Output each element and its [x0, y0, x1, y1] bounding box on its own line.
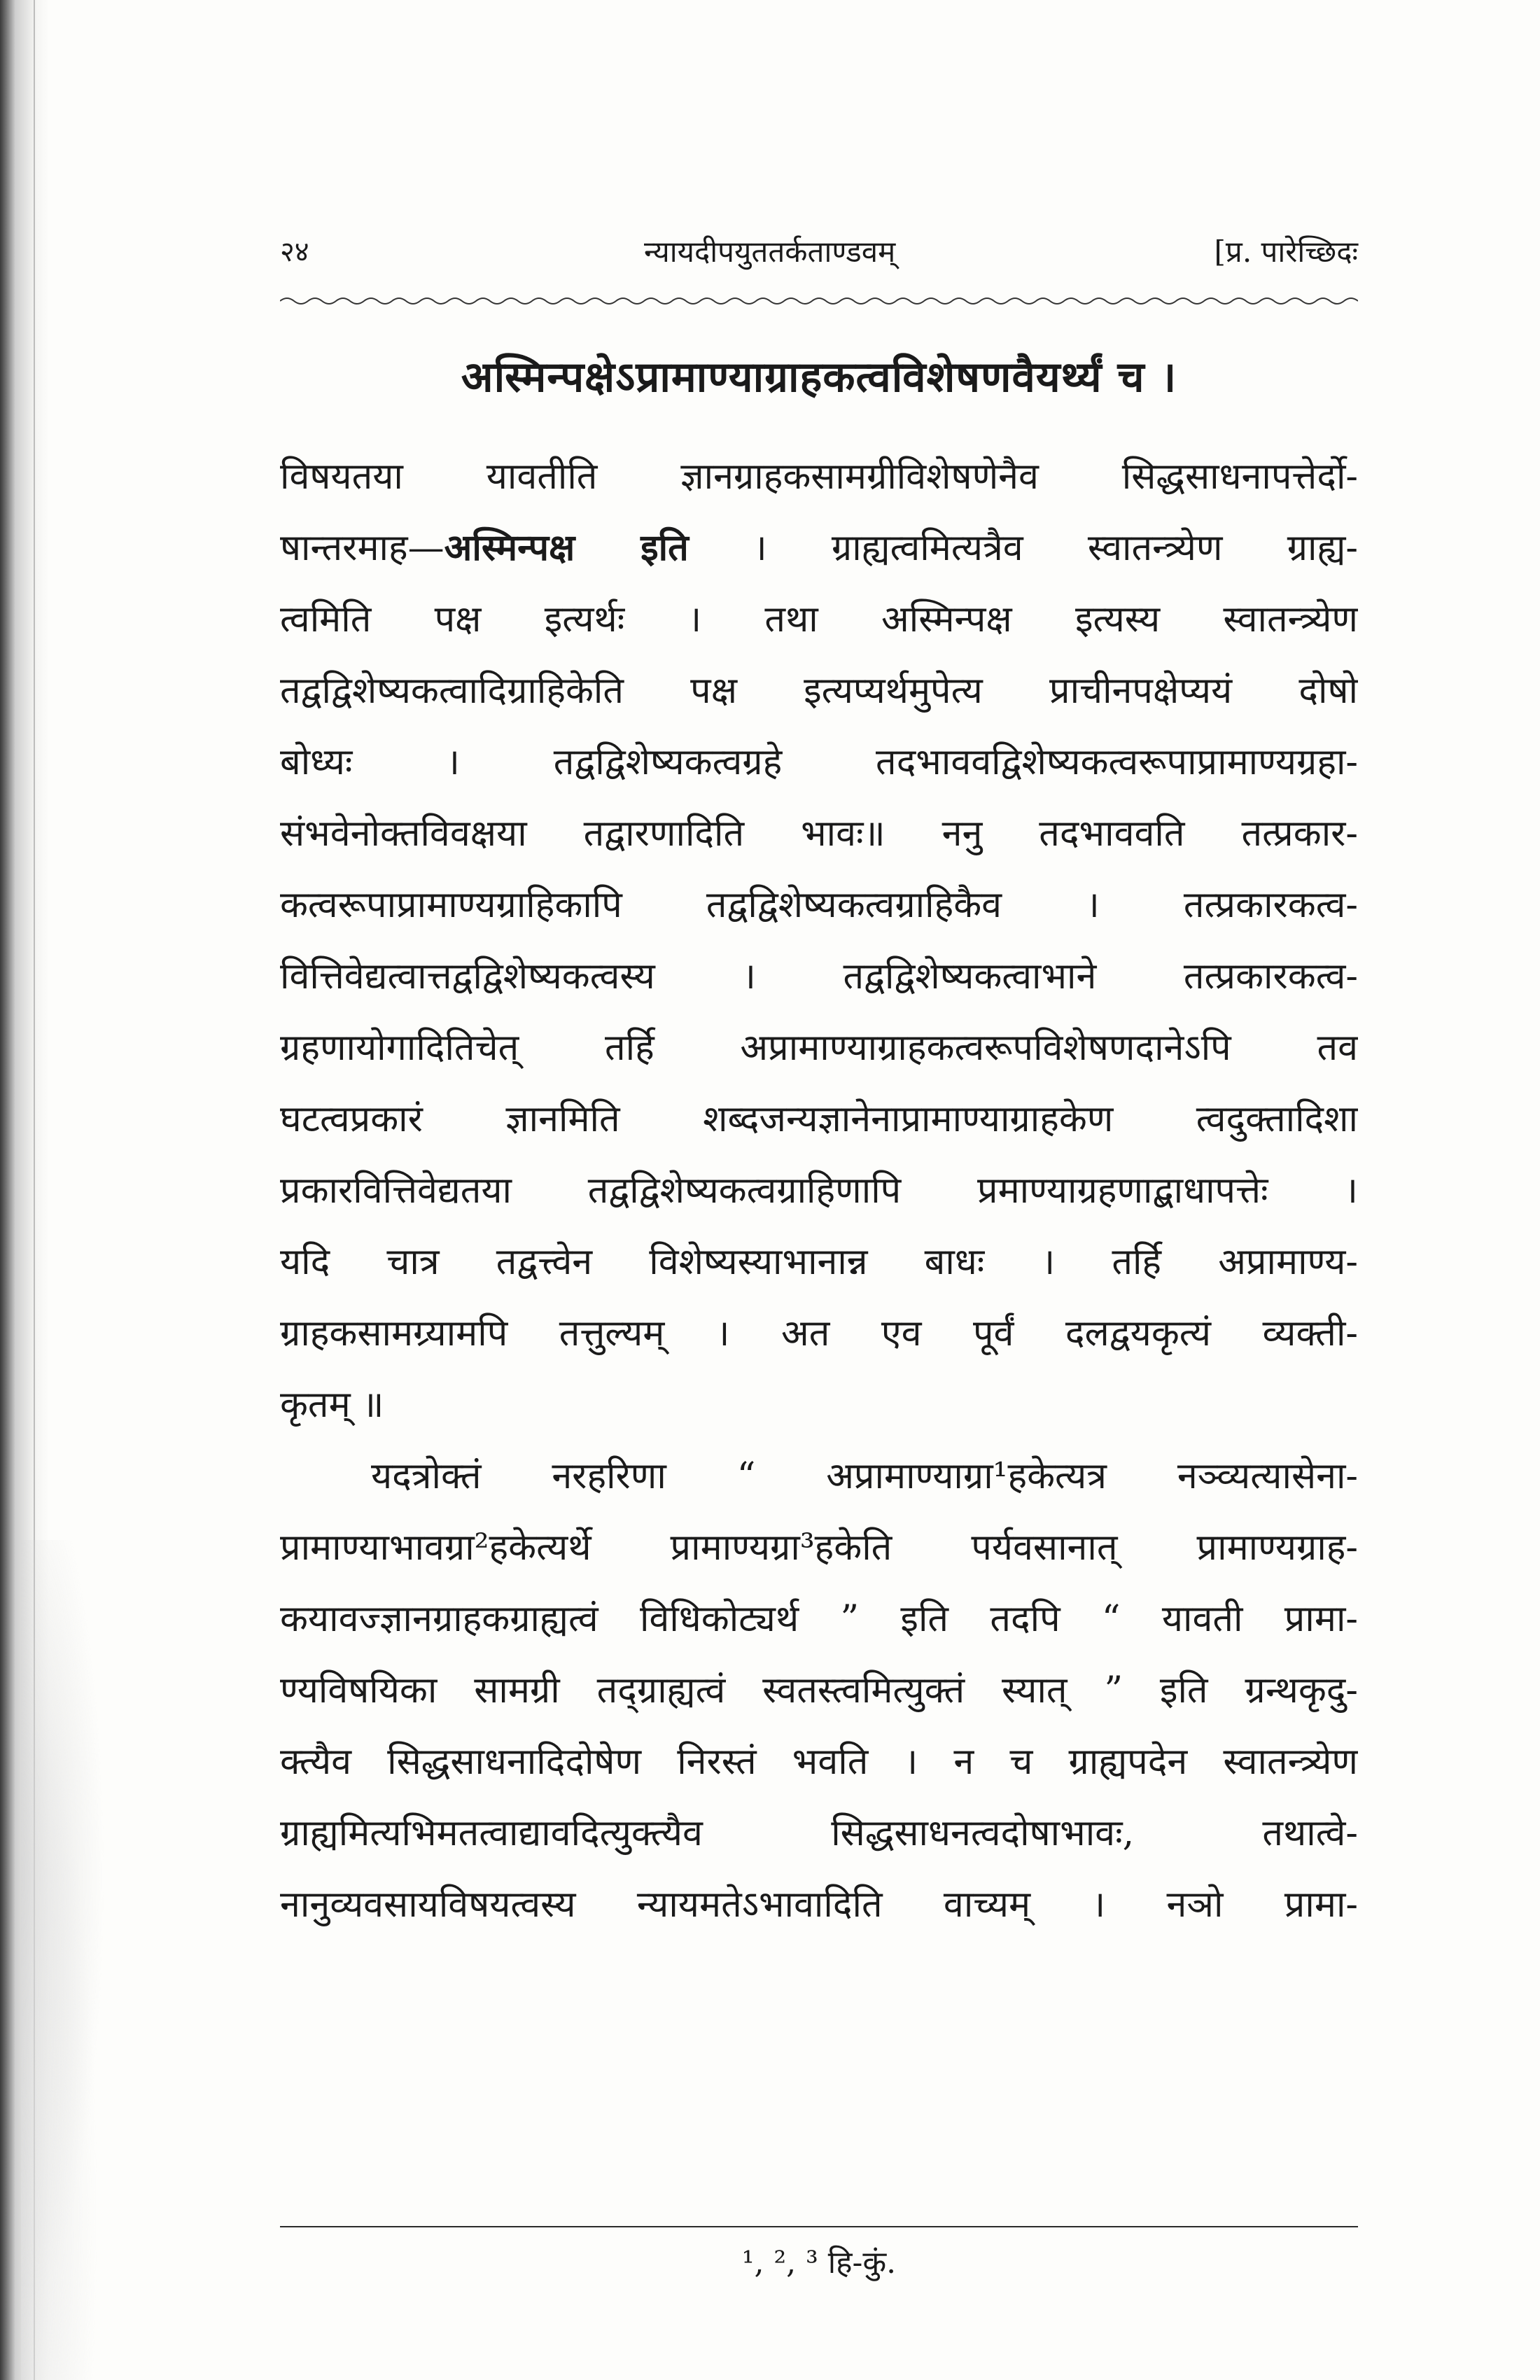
page-header [280, 231, 1358, 287]
commentary-body [280, 441, 1358, 1940]
text-line: नानुव्यवसायविषयत्वस्य न्यायमतेऽभावादिति वाच्यम् । नञो प्रामा- [280, 1884, 1358, 1926]
text-segment: षान्तरमाह— [280, 527, 444, 569]
header-wavy-rule [280, 294, 1358, 308]
text-line: विषयतया यावतीति ज्ञानग्राहकसामग्रीविशेषणेनैव सिद्धसाधनापत्तेर्दो- [280, 456, 1358, 498]
footnote: ¹, ², ³ हि-कुं. [741, 2245, 897, 2281]
text-line: तद्वद्विशेष्यकत्वादिग्राहिकेति पक्ष इत्यप्यर्थमुपेत्य प्राचीनपक्षेप्ययं दोषो [280, 670, 1358, 712]
text-line: ण्यविषयिका सामग्री तद्ग्राह्यत्वं स्वतस्त्वमित्युक्तं स्यात् ” इति ग्रन्थकृदु- [280, 1670, 1358, 1712]
text-line: त्वमिति पक्ष इत्यर्थः । तथा अस्मिन्पक्ष इत्यस्य स्वातन्त्र्येण [280, 598, 1358, 640]
page-number: २४ [280, 236, 309, 268]
running-title: न्यायदीपयुततर्कताण्डवम् [644, 234, 896, 269]
text-line: वित्तिवेद्यत्वात्तद्वद्विशेष्यकत्वस्य । तद्वद्विशेष्यकत्वाभाने तत्प्रकारकत्व- [280, 955, 1358, 997]
text-line: कत्वरूपाप्रामाण्यग्राहिकापि तद्वद्विशेष्यकत्वग्राहिकैव । तत्प्रकारकत्व- [280, 884, 1358, 926]
text-line: कृतम् ॥ [280, 1384, 384, 1426]
text-line: प्रकारवित्तिवेद्यतया तद्वद्विशेष्यकत्वग्राहिणापि प्रमाण्याग्रहणाद्बाधापत्तेः । [280, 1170, 1358, 1212]
worn-paper-edge [21, 1540, 119, 2380]
footnote-rule [280, 2226, 1358, 2227]
pratika-quote: अस्मिन्पक्ष इति [444, 527, 689, 569]
text-line: यदि चात्र तद्वत्त्वेन विशेष्यस्याभानान्न बाधः । तर्हि अप्रामाण्य- [280, 1241, 1358, 1283]
text-line: ग्रहणायोगादितिचेत् तर्हि अप्रामाण्याग्राहकत्वरूपविशेषणदानेऽपि तव [280, 1027, 1358, 1069]
text-line: बोध्यः । तद्वद्विशेष्यकत्वग्रहे तदभाववद्विशेष्यकत्वरूपाप्रामाण्यग्रहा- [280, 741, 1358, 783]
section-label: [प्र. पारेच्छिदः [1214, 234, 1358, 269]
text-line [280, 512, 1358, 584]
text-line: ग्राह्यमित्यभिमतत्वाद्यावदित्युक्त्यैव सिद्धसाधनत्वदोषाभावः, तथात्वे- [280, 1812, 1358, 1854]
text-segment: । ग्राह्यत्वमित्यत्रैव स्वातन्त्र्येण ग्राह्य- [752, 527, 1358, 569]
text-line: घटत्वप्रकारं ज्ञानमिति शब्दजन्यज्ञानेनाप्रामाण्याग्राहकेण त्वदुक्तादिशा [280, 1098, 1358, 1140]
text-line: संभवेनोक्तविवक्षया तद्वारणादिति भावः॥ ननु तदभाववति तत्प्रकार- [280, 813, 1358, 855]
text-line: कयावज्ज्ञानग्राहकग्राह्यत्वं विधिकोट्यर्थ ” इति तदपि “ यावती प्रामा- [280, 1598, 1358, 1640]
verse-heading: अस्मिन्पक्षेऽप्रामाण्याग्राहकत्वविशेषणवैयर्थ्यं च । [461, 353, 1177, 402]
text-line: क्त्यैव सिद्धसाधनादिदोषेण निरस्तं भवति । न च ग्राह्यपदेन स्वातन्त्र्येण [280, 1741, 1358, 1783]
text-line: प्रामाण्याभावग्रा²हकेत्यर्थे प्रामाण्यग्रा³हकेति पर्यवसानात् प्रामाण्यग्राह- [280, 1527, 1358, 1569]
paragraph-start-line: यदत्रोक्तं नरहरिणा “ अप्रामाण्याग्रा¹हकेत्यत्र नञ्व्यत्यासेना- [371, 1455, 1358, 1497]
text-line: ग्राहकसामग्र्यामपि तत्तुल्यम् । अत एव पूर्वं दलद्वयकृत्यं व्यक्ती- [280, 1312, 1358, 1354]
